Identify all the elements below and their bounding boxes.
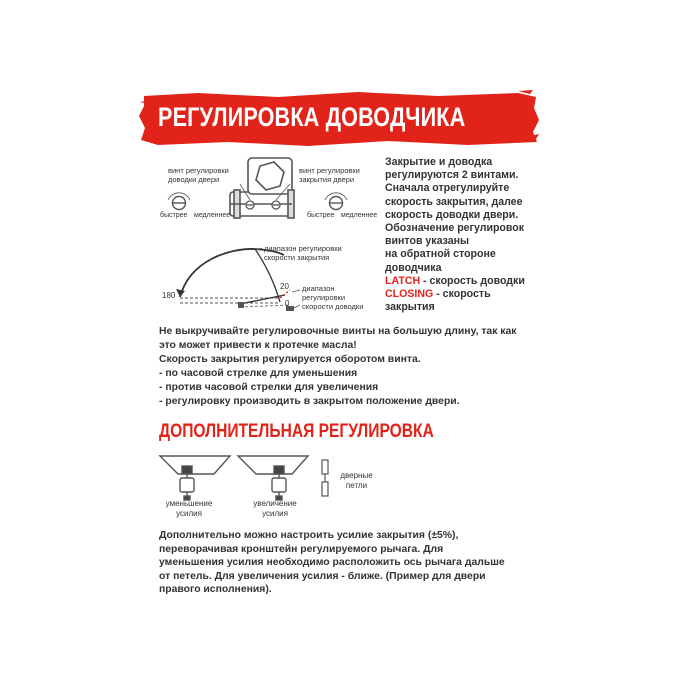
section-title-additional: ДОПОЛНИТЕЛЬНАЯ РЕГУЛИРОВКА bbox=[159, 421, 434, 442]
page-title: РЕГУЛИРОВКА ДОВОДЧИКА bbox=[158, 102, 466, 132]
left-speed-slow: медленнее bbox=[194, 212, 231, 219]
latch-range-label: диапазон регулировки скорости доводки bbox=[302, 284, 364, 311]
angle-20-label: 20 bbox=[280, 282, 289, 291]
bracket-increase-icon bbox=[238, 456, 308, 500]
title-banner bbox=[138, 88, 540, 148]
additional-adjustment-description: Дополнительно можно настроить усилие закрытия (±5%), переворачивая кронштейн регулируемого рычага. Для уменьшения усилия необходимо расположить ось рычага дальше от петель. Для увеличения усилия - ближе. (Пример для двери правого исполнения). bbox=[159, 530, 505, 596]
left-speed-dial-icon bbox=[168, 193, 190, 210]
closer-body bbox=[230, 158, 294, 218]
closing-range-label: диапазон регулировки скорости закрытия bbox=[264, 244, 342, 262]
hinges-caption: дверные петли bbox=[340, 471, 373, 490]
right-speed-dial-icon bbox=[325, 193, 347, 210]
left-screw-label: винт регулировки доводки двери bbox=[168, 166, 229, 184]
angle-180-label: 180 bbox=[162, 291, 176, 300]
increase-caption: увеличение усилия bbox=[253, 499, 297, 518]
door-hinges-icon bbox=[322, 460, 328, 496]
warning-notes: Не выкручивайте регулировочные винты на большую длину, так как это может привести к протечке масла! Скорость закрытия регулируется оборотом винта. - по часовой стрелке для уменьшения - против часовой стрелки для увеличения - регулировку производить в закрытом положение двери. bbox=[159, 326, 517, 408]
right-speed-fast: быстрее bbox=[307, 212, 335, 219]
bracket-decrease-icon bbox=[160, 456, 230, 500]
decrease-caption: уменьшение усилия bbox=[165, 499, 213, 518]
angle-0-label: 0 bbox=[285, 299, 290, 308]
right-speed-slow: медленнее bbox=[341, 212, 378, 219]
closing-key: CLOSING bbox=[385, 288, 434, 301]
left-speed-fast: быстрее bbox=[160, 212, 188, 219]
latch-key: LATCH bbox=[385, 274, 421, 287]
right-screw-label: винт регулировки закрытия двери bbox=[299, 166, 360, 184]
adjustment-description: Закрытие и доводка регулируются 2 винтами. Сначала отрегулируйте скорость закрытия, далее скорость доводки двери. Обозначение регулировок винтов указаны на обратной стороне доводчика LATCH - скорость доводки CLOSING - скорость закрытия bbox=[385, 156, 525, 314]
